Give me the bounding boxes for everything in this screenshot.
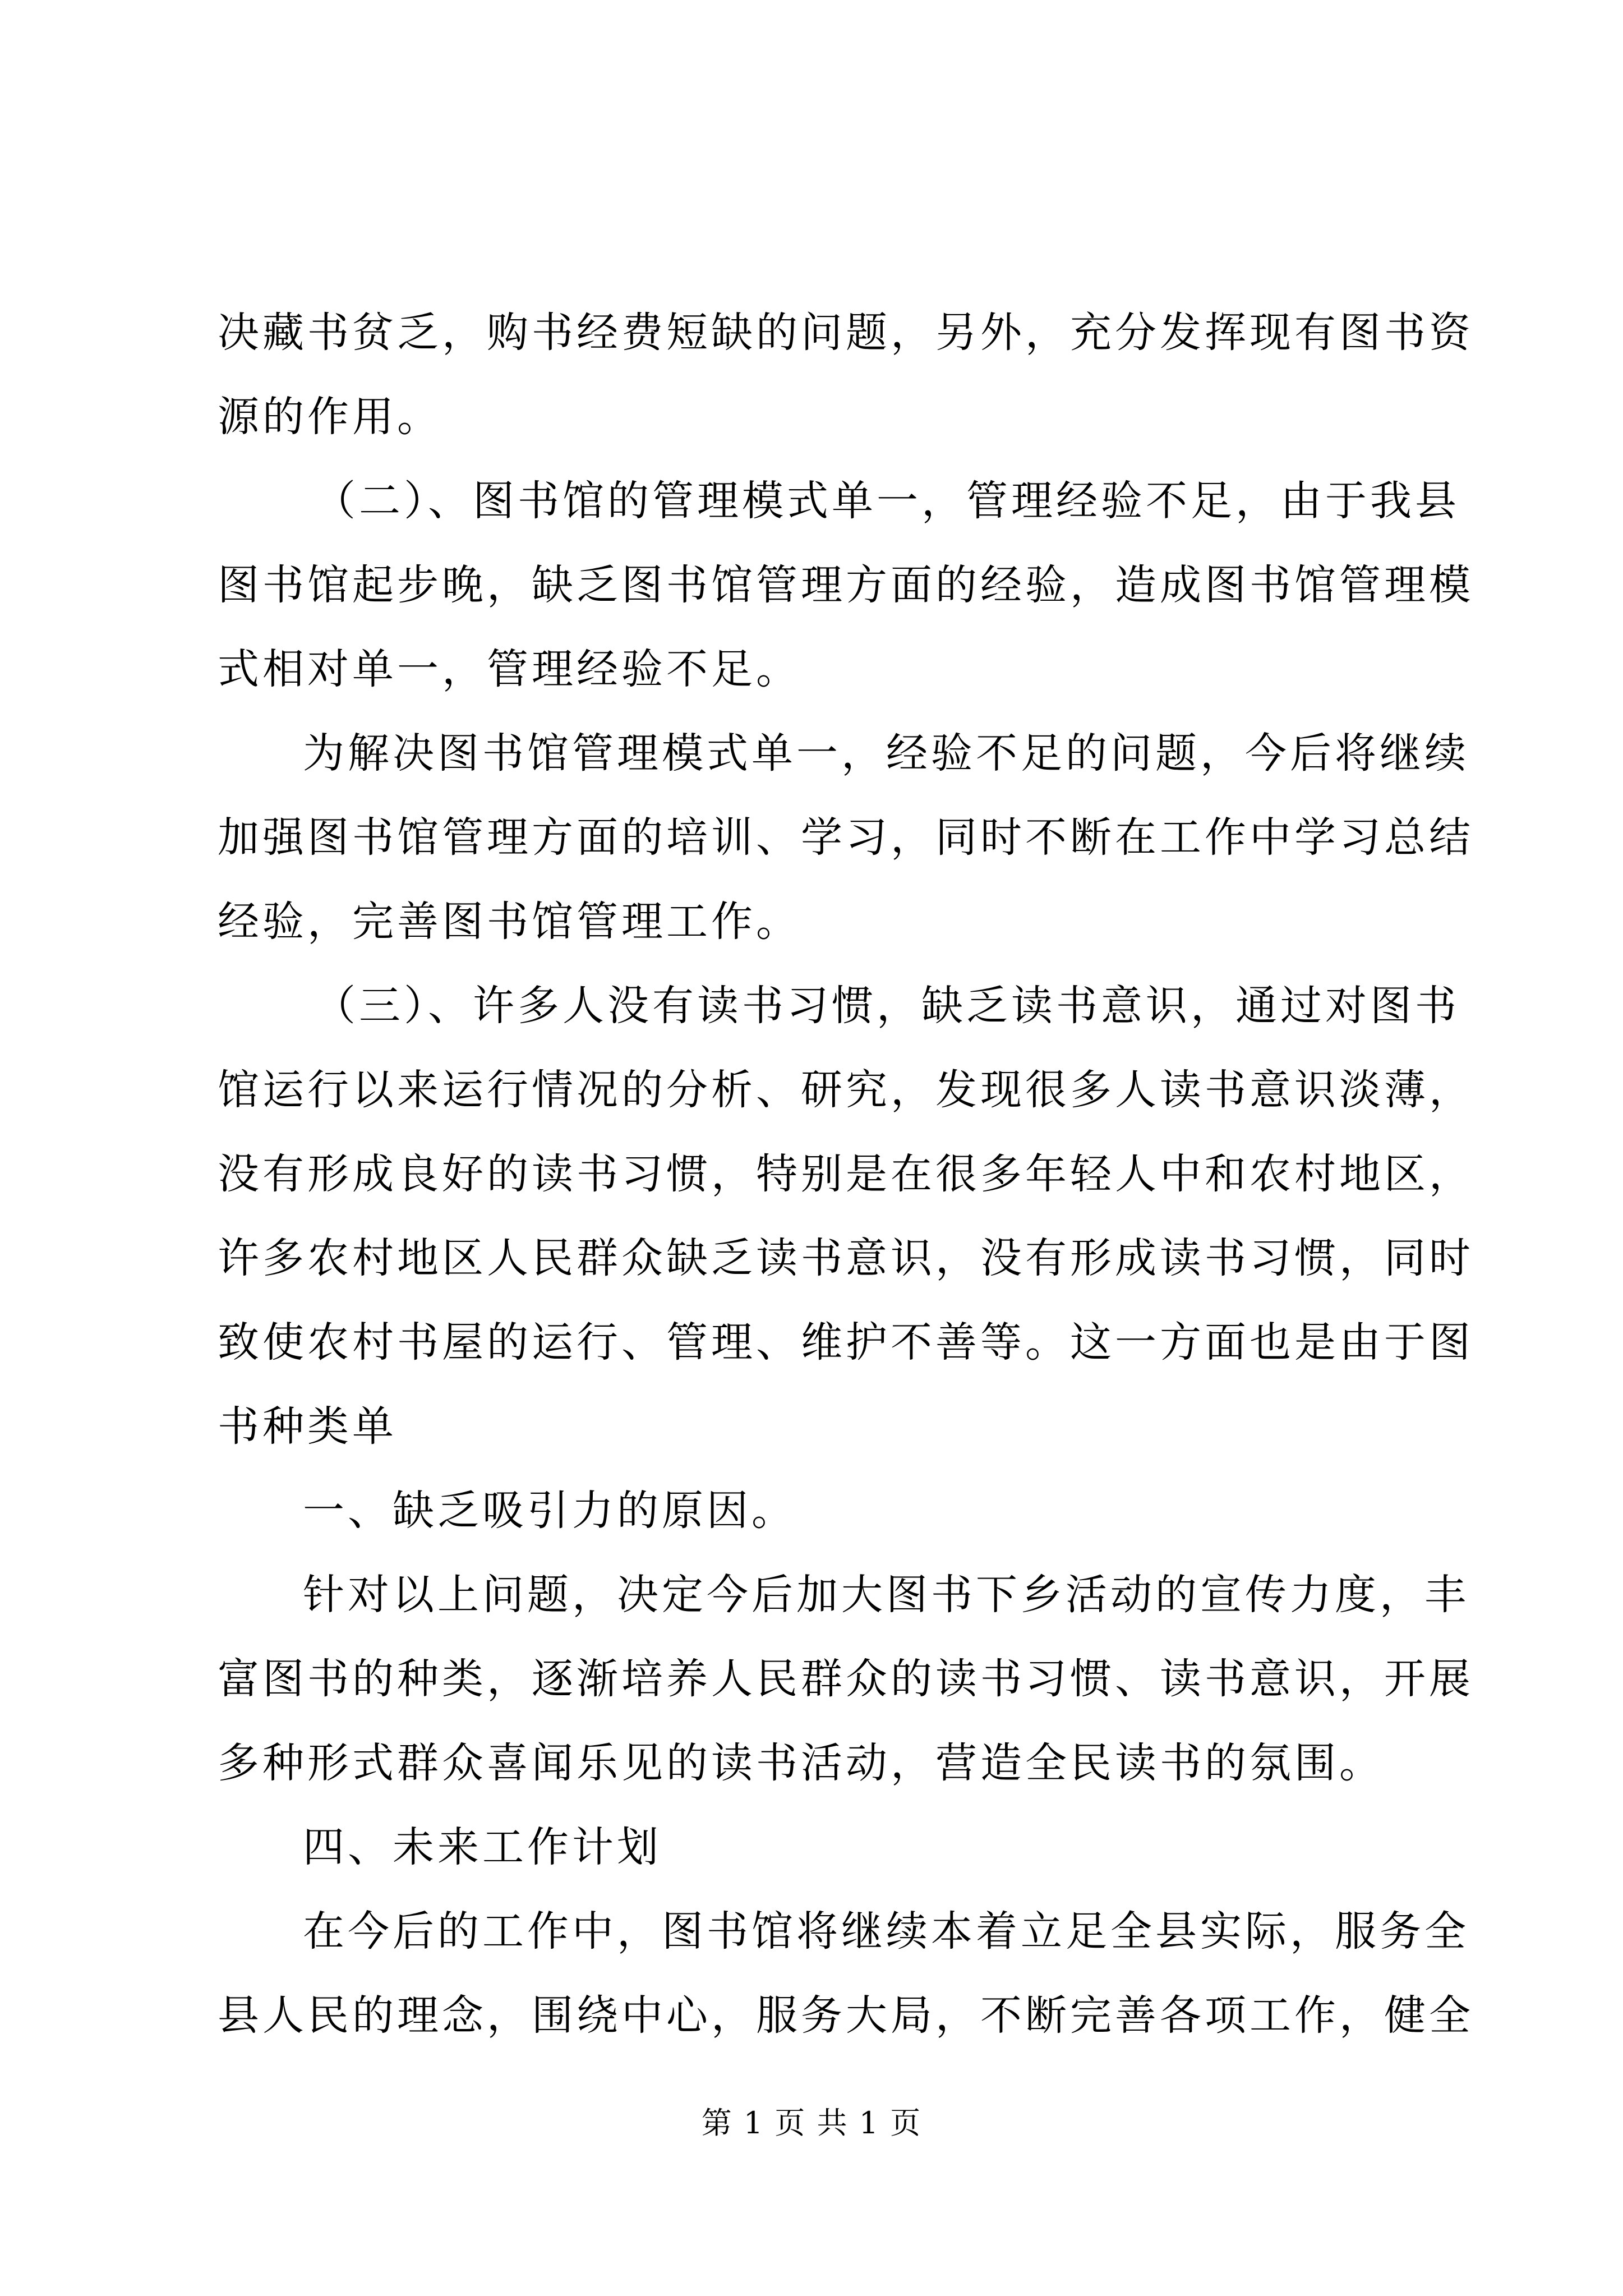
text-line: 没有形成良好的读书习惯，特别是在很多年轻人中和农村地区， <box>218 1150 1474 1198</box>
text-line: 图书馆起步晚，缺乏图书馆管理方面的经验，造成图书馆管理模 <box>218 561 1474 609</box>
text-line: 一、缺乏吸引力的原因。 <box>303 1487 796 1535</box>
text-line: 源的作用。 <box>218 393 442 441</box>
text-line: 富图书的种类，逐渐培养人民群众的读书习惯、读书意识，开展 <box>218 1655 1474 1703</box>
text-line: 多种形式群众喜闻乐见的读书活动，营造全民读书的氛围。 <box>218 1739 1384 1787</box>
text-line: 加强图书馆管理方面的培训、学习，同时不断在工作中学习总结 <box>218 813 1474 862</box>
text-line: 馆运行以来运行情况的分析、研究，发现很多人读书意识淡薄， <box>218 1066 1474 1114</box>
text-line: 为解决图书馆管理模式单一，经验不足的问题，今后将继续 <box>303 729 1469 777</box>
text-line: 式相对单一，管理经验不足。 <box>218 645 801 693</box>
section-heading-2: （二）、图书馆的管理模式单一，管理经验不足，由于我县 <box>314 477 1460 525</box>
text-line: 书种类单 <box>218 1402 397 1451</box>
section-heading-3: （三）、许多人没有读书习惯，缺乏读书意识，通过对图书 <box>314 982 1460 1030</box>
page-number-footer: 第 1 页 共 1 页 <box>701 2105 922 2141</box>
text-line: 致使农村书屋的运行、管理、维护不善等。这一方面也是由于图 <box>218 1318 1474 1366</box>
text-line: 在今后的工作中，图书馆将继续本着立足全县实际，服务全 <box>303 1907 1469 1955</box>
text-line: 县人民的理念，围绕中心，服务大局，不断完善各项工作，健全 <box>218 1991 1474 2040</box>
section-heading-4: 四、未来工作计划 <box>303 1823 662 1871</box>
text-line: 许多农村地区人民群众缺乏读书意识，没有形成读书习惯，同时 <box>218 1234 1474 1282</box>
text-line: 决藏书贫乏，购书经费短缺的问题，另外，充分发挥现有图书资 <box>218 309 1474 357</box>
text-line: 针对以上问题，决定今后加大图书下乡活动的宣传力度，丰 <box>303 1571 1469 1619</box>
text-line: 经验，完善图书馆管理工作。 <box>218 898 801 946</box>
